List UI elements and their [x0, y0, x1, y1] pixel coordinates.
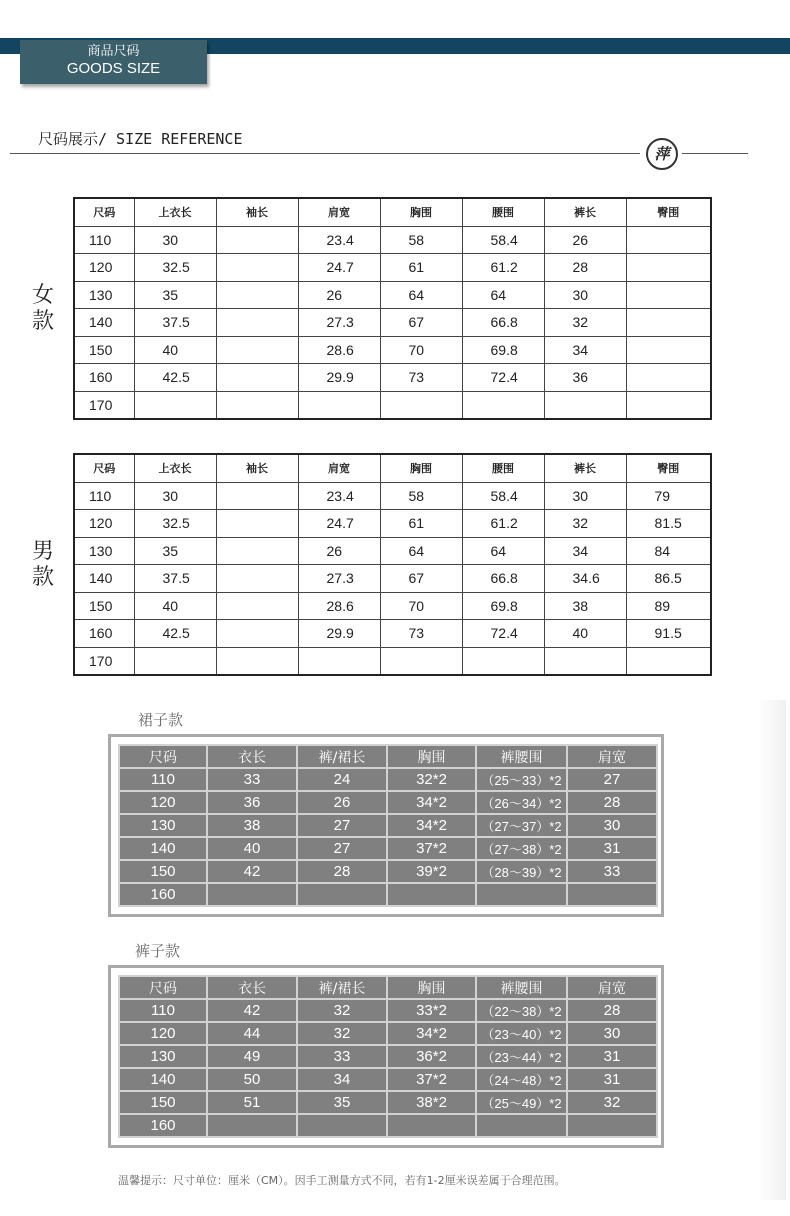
table-cell: 170: [74, 647, 134, 675]
table-row: [119, 768, 657, 791]
table-cell: 24: [297, 768, 387, 791]
table-header-row: [119, 745, 657, 768]
table-row: [74, 226, 711, 254]
table-header-row: [74, 198, 711, 226]
table-cell: 36*2: [387, 1045, 476, 1068]
table-cell: 37*2: [387, 837, 476, 860]
divider-line-right: [682, 153, 748, 154]
table-cell: 72.4: [462, 364, 544, 392]
table-cell: 64: [462, 281, 544, 309]
table-cell: 140: [119, 1068, 207, 1091]
table-cell: 28: [297, 860, 387, 883]
table-row: [119, 814, 657, 837]
skirt-table-frame: [108, 734, 664, 917]
table-cell: （25～49）*2: [476, 1091, 567, 1114]
table-cell: [476, 1114, 567, 1137]
table-cell: 27.3: [298, 565, 380, 593]
men-label: 男 款: [31, 539, 54, 590]
table-cell: （25～33）*2: [476, 768, 567, 791]
table-row: [119, 883, 657, 906]
table-cell: 84: [626, 537, 711, 565]
table-cell: 110: [74, 482, 134, 510]
header-cell: 胸围: [387, 976, 476, 999]
table-cell: 30: [544, 281, 626, 309]
table-cell: [626, 226, 711, 254]
header-cell: 上衣长: [134, 454, 216, 482]
table-cell: [297, 1114, 387, 1137]
table-cell: 33: [567, 860, 657, 883]
table-cell: 91.5: [626, 620, 711, 648]
table-cell: 32.5: [134, 254, 216, 282]
table-cell: 160: [119, 1114, 207, 1137]
table-cell: 24.7: [298, 254, 380, 282]
table-cell: 73: [380, 620, 462, 648]
table-cell: 30: [134, 226, 216, 254]
table-cell: 61: [380, 510, 462, 538]
women-label: 女 款: [31, 283, 54, 334]
table-cell: 37.5: [134, 309, 216, 337]
table-row: [119, 1022, 657, 1045]
table-cell: 110: [119, 768, 207, 791]
table-cell: 120: [74, 254, 134, 282]
table-cell: 23.4: [298, 482, 380, 510]
table-cell: 67: [380, 565, 462, 593]
table-cell: 170: [74, 391, 134, 419]
table-row: [74, 254, 711, 282]
table-cell: 30: [134, 482, 216, 510]
table-cell: （26～34）*2: [476, 791, 567, 814]
table-cell: 35: [134, 537, 216, 565]
table-cell: 28.6: [298, 592, 380, 620]
header-cell: 尺码: [74, 454, 134, 482]
table-cell: （28～39）*2: [476, 860, 567, 883]
table-cell: 26: [298, 281, 380, 309]
header-cell: 臀围: [626, 198, 711, 226]
table-cell: 28.6: [298, 336, 380, 364]
table-cell: 160: [74, 620, 134, 648]
section-title: 尺码展示/ SIZE REFERENCE: [38, 130, 243, 148]
table-cell: 66.8: [462, 309, 544, 337]
table-cell: 110: [74, 226, 134, 254]
table-cell: 160: [119, 883, 207, 906]
table-cell: [626, 364, 711, 392]
table-cell: [216, 482, 298, 510]
table-row: [74, 620, 711, 648]
table-cell: 51: [207, 1091, 297, 1114]
table-cell: 34*2: [387, 1022, 476, 1045]
table-cell: 37*2: [387, 1068, 476, 1091]
table-cell: 26: [297, 791, 387, 814]
table-cell: 66.8: [462, 565, 544, 593]
table-cell: 32: [544, 510, 626, 538]
table-cell: 27: [297, 814, 387, 837]
table-cell: 27: [297, 837, 387, 860]
header-cell: 胸围: [380, 454, 462, 482]
table-row: [119, 999, 657, 1022]
table-cell: 34: [544, 537, 626, 565]
table-cell: 130: [119, 814, 207, 837]
table-cell: [216, 364, 298, 392]
table-cell: 32: [297, 999, 387, 1022]
table-cell: 33: [207, 768, 297, 791]
goods-size-tab: [20, 40, 207, 84]
women-size-table: [73, 197, 712, 420]
table-cell: 40: [544, 620, 626, 648]
header-cell: 袖长: [216, 198, 298, 226]
table-cell: （27～37）*2: [476, 814, 567, 837]
table-row: [74, 482, 711, 510]
table-cell: [567, 883, 657, 906]
header-cell: 肩宽: [298, 198, 380, 226]
table-cell: 120: [119, 791, 207, 814]
table-cell: 44: [207, 1022, 297, 1045]
table-cell: [207, 1114, 297, 1137]
table-cell: 29.9: [298, 364, 380, 392]
table-cell: 150: [74, 336, 134, 364]
table-row: [119, 1114, 657, 1137]
table-cell: [216, 254, 298, 282]
table-cell: 69.8: [462, 592, 544, 620]
table-cell: 35: [134, 281, 216, 309]
seal-icon: 萍: [646, 138, 678, 170]
table-row: [119, 1045, 657, 1068]
tab-title-cn: 商品尺码: [87, 44, 140, 59]
divider-line: [10, 153, 640, 154]
table-cell: 34*2: [387, 814, 476, 837]
table-cell: [626, 336, 711, 364]
table-cell: [134, 391, 216, 419]
table-cell: 58: [380, 226, 462, 254]
table-cell: 72.4: [462, 620, 544, 648]
table-row: [74, 565, 711, 593]
header-cell: 裤腰围: [476, 745, 567, 768]
table-cell: [626, 391, 711, 419]
footer-note: 温馨提示：尺寸单位：厘米（CM）。因手工测量方式不同，若有1-2厘米误差属于合理范围。: [118, 1174, 566, 1187]
header-cell: 尺码: [119, 976, 207, 999]
table-cell: [387, 1114, 476, 1137]
table-row: [119, 791, 657, 814]
table-cell: （23～44）*2: [476, 1045, 567, 1068]
table-cell: [216, 537, 298, 565]
table-cell: 49: [207, 1045, 297, 1068]
table-cell: [216, 592, 298, 620]
table-cell: [626, 309, 711, 337]
table-cell: [380, 391, 462, 419]
table-cell: [216, 226, 298, 254]
table-cell: 34: [297, 1068, 387, 1091]
table-cell: （27～38）*2: [476, 837, 567, 860]
table-cell: [462, 647, 544, 675]
table-cell: 42.5: [134, 620, 216, 648]
table-cell: 32: [297, 1022, 387, 1045]
table-cell: 61.2: [462, 510, 544, 538]
table-cell: 32.5: [134, 510, 216, 538]
table-cell: 89: [626, 592, 711, 620]
table-cell: [476, 883, 567, 906]
table-cell: 27.3: [298, 309, 380, 337]
header-cell: 裤腰围: [476, 976, 567, 999]
table-cell: 67: [380, 309, 462, 337]
table-cell: 34.6: [544, 565, 626, 593]
table-cell: [626, 281, 711, 309]
table-cell: 23.4: [298, 226, 380, 254]
table-cell: 81.5: [626, 510, 711, 538]
table-cell: 34*2: [387, 791, 476, 814]
table-cell: 24.7: [298, 510, 380, 538]
table-cell: 70: [380, 336, 462, 364]
table-cell: 40: [207, 837, 297, 860]
table-cell: [626, 254, 711, 282]
table-cell: 27: [567, 768, 657, 791]
table-row: [74, 364, 711, 392]
table-cell: 150: [74, 592, 134, 620]
table-cell: [626, 647, 711, 675]
table-cell: 58: [380, 482, 462, 510]
table-row: [74, 537, 711, 565]
header-cell: 腰围: [462, 198, 544, 226]
table-row: [74, 592, 711, 620]
table-cell: 28: [544, 254, 626, 282]
table-cell: （24～48）*2: [476, 1068, 567, 1091]
table-cell: 120: [119, 1022, 207, 1045]
table-cell: 31: [567, 1068, 657, 1091]
table-cell: 30: [567, 1022, 657, 1045]
table-cell: 40: [134, 592, 216, 620]
table-cell: 120: [74, 510, 134, 538]
table-cell: 130: [74, 537, 134, 565]
table-cell: [216, 309, 298, 337]
table-cell: 38*2: [387, 1091, 476, 1114]
table-cell: 69.8: [462, 336, 544, 364]
table-cell: 70: [380, 592, 462, 620]
table-cell: 86.5: [626, 565, 711, 593]
header-cell: 衣长: [207, 745, 297, 768]
table-cell: 32: [567, 1091, 657, 1114]
table-cell: 42: [207, 999, 297, 1022]
table-cell: 58.4: [462, 226, 544, 254]
table-cell: 110: [119, 999, 207, 1022]
table-cell: [567, 1114, 657, 1137]
table-cell: 37.5: [134, 565, 216, 593]
table-row: [119, 1068, 657, 1091]
table-cell: 140: [74, 309, 134, 337]
skirt-label: 裙子款: [138, 711, 184, 729]
table-cell: 150: [119, 1091, 207, 1114]
skirt-size-table: [118, 744, 658, 907]
pants-size-table: [118, 975, 658, 1138]
table-cell: [544, 647, 626, 675]
table-cell: [462, 391, 544, 419]
table-cell: 26: [298, 537, 380, 565]
table-cell: 30: [567, 814, 657, 837]
table-cell: [387, 883, 476, 906]
table-cell: 73: [380, 364, 462, 392]
table-cell: 28: [567, 999, 657, 1022]
table-cell: 140: [74, 565, 134, 593]
table-cell: [544, 391, 626, 419]
table-row: [74, 281, 711, 309]
table-cell: [207, 883, 297, 906]
table-cell: 58.4: [462, 482, 544, 510]
table-cell: 64: [462, 537, 544, 565]
table-cell: 36: [544, 364, 626, 392]
table-cell: [380, 647, 462, 675]
table-cell: 33*2: [387, 999, 476, 1022]
header-cell: 腰围: [462, 454, 544, 482]
table-cell: 160: [74, 364, 134, 392]
header-cell: 肩宽: [567, 745, 657, 768]
table-cell: 61.2: [462, 254, 544, 282]
table-cell: [216, 510, 298, 538]
header-cell: 肩宽: [298, 454, 380, 482]
table-cell: 130: [119, 1045, 207, 1068]
header-cell: 裤/裙长: [297, 745, 387, 768]
table-cell: （22～38）*2: [476, 999, 567, 1022]
header-cell: 裤长: [544, 454, 626, 482]
header-cell: 胸围: [387, 745, 476, 768]
table-cell: [216, 565, 298, 593]
table-cell: [216, 620, 298, 648]
header-cell: 上衣长: [134, 198, 216, 226]
table-row: [74, 336, 711, 364]
table-cell: [298, 391, 380, 419]
header-cell: 尺码: [74, 198, 134, 226]
edge-shadow: [758, 700, 786, 1200]
table-cell: 79: [626, 482, 711, 510]
table-cell: 61: [380, 254, 462, 282]
table-cell: 31: [567, 1045, 657, 1068]
table-cell: 29.9: [298, 620, 380, 648]
table-cell: 34: [544, 336, 626, 364]
table-cell: [134, 647, 216, 675]
table-cell: [216, 391, 298, 419]
table-row: [74, 309, 711, 337]
table-cell: 40: [134, 336, 216, 364]
table-cell: [297, 883, 387, 906]
table-cell: 64: [380, 281, 462, 309]
pants-table-frame: [108, 965, 664, 1148]
table-cell: [216, 647, 298, 675]
table-cell: 32*2: [387, 768, 476, 791]
table-cell: [216, 336, 298, 364]
table-cell: 33: [297, 1045, 387, 1068]
table-header-row: [119, 976, 657, 999]
header-cell: 尺码: [119, 745, 207, 768]
table-row: [74, 647, 711, 675]
table-cell: [216, 281, 298, 309]
header-cell: 裤长: [544, 198, 626, 226]
table-cell: 140: [119, 837, 207, 860]
header-cell: 衣长: [207, 976, 297, 999]
header-cell: 裤/裙长: [297, 976, 387, 999]
table-cell: 42: [207, 860, 297, 883]
table-cell: 31: [567, 837, 657, 860]
table-cell: 36: [207, 791, 297, 814]
header-cell: 臀围: [626, 454, 711, 482]
table-cell: 39*2: [387, 860, 476, 883]
header-cell: 肩宽: [567, 976, 657, 999]
header-cell: 袖长: [216, 454, 298, 482]
table-row: [74, 391, 711, 419]
table-cell: 32: [544, 309, 626, 337]
table-cell: 50: [207, 1068, 297, 1091]
table-cell: 28: [567, 791, 657, 814]
table-header-row: [74, 454, 711, 482]
table-cell: 38: [544, 592, 626, 620]
table-cell: 26: [544, 226, 626, 254]
table-row: [119, 1091, 657, 1114]
table-cell: 150: [119, 860, 207, 883]
table-row: [119, 837, 657, 860]
table-cell: （23～40）*2: [476, 1022, 567, 1045]
table-cell: 38: [207, 814, 297, 837]
men-size-table: [73, 453, 712, 676]
table-cell: 35: [297, 1091, 387, 1114]
header-cell: 胸围: [380, 198, 462, 226]
pants-label: 裤子款: [135, 942, 181, 960]
table-cell: [298, 647, 380, 675]
table-cell: 30: [544, 482, 626, 510]
table-row: [119, 860, 657, 883]
table-cell: 42.5: [134, 364, 216, 392]
tab-title-en: GOODS SIZE: [66, 60, 161, 77]
table-cell: 130: [74, 281, 134, 309]
table-cell: 64: [380, 537, 462, 565]
table-row: [74, 510, 711, 538]
